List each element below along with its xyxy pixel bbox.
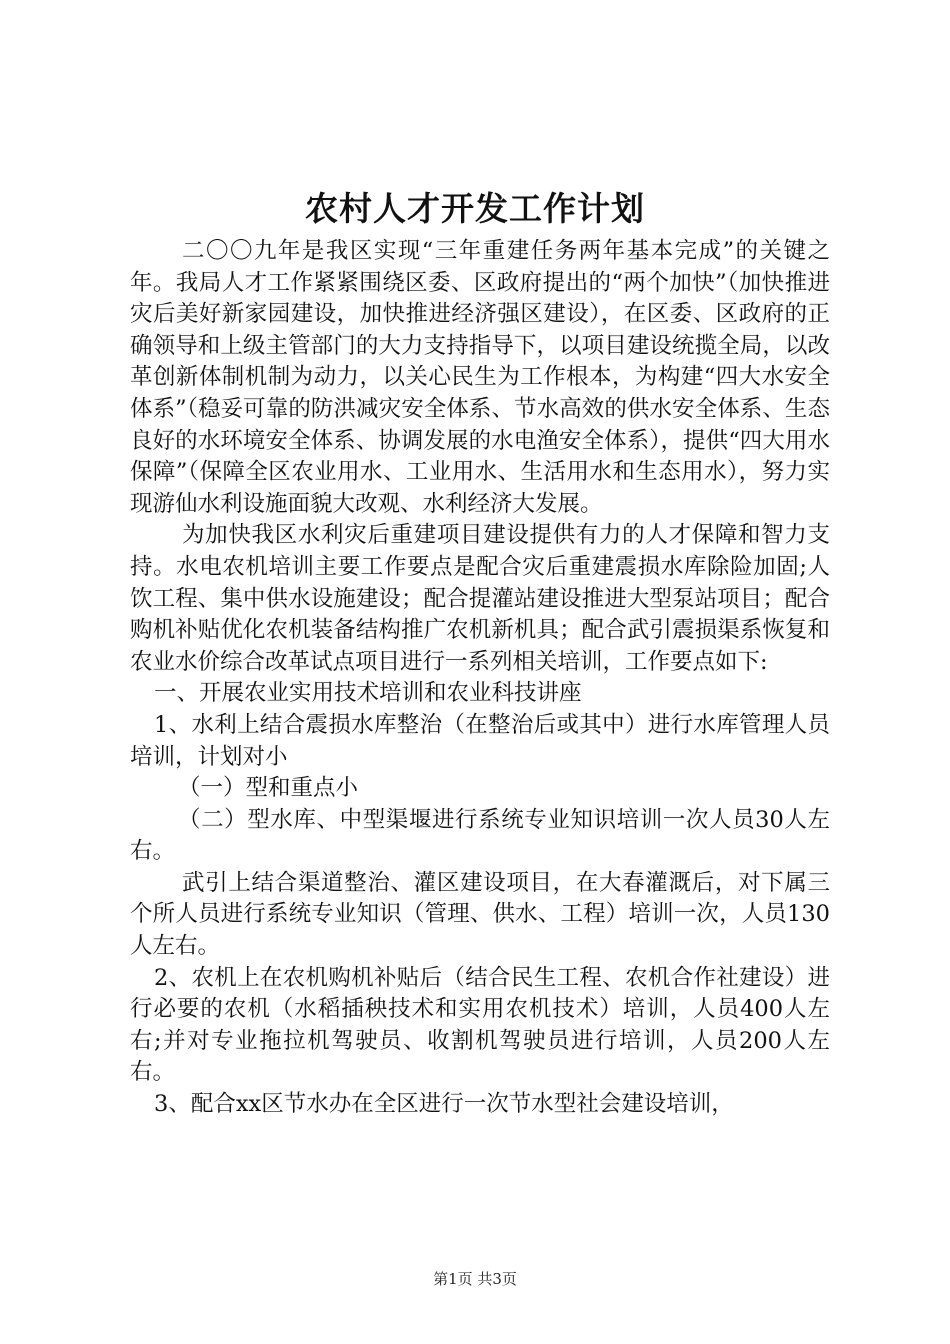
document-title: 农村人才开发工作计划 <box>305 189 645 228</box>
paragraph: 武引上结合渠道整治、灌区建设项目，在大春灌溉后，对下属三个所人员进行系统专业知识（管理、供水、工程）培训一次，人员130人左右。 <box>130 869 830 960</box>
list-item: 3、配合xx区节水办在全区进行一次节水型社会建设培训， <box>154 1091 734 1118</box>
paragraph-purpose: 为加快我区水利灾后重建项目建设提供有力的人才保障和智力支持。水电农机培训主要工作要点是配合灾后重建震损水库除险加固;人饮工程、集中供水设施建设；配合提灌站建设推进大型泵站项目；配合购机补贴优化农机装备结构推广农机新机具；配合武引震损渠系恢复和农业水价综合改革试点项目进行一系列相关培训，工作要点如下: <box>130 522 830 675</box>
page-number: 第1页 共3页 <box>433 1270 517 1288</box>
list-item: 2、农机上在农机购机补贴后（结合民生工程、农机合作社建设）进行必要的农机（水稻插秧技术和实用农机技术）培训，人员400人左右;并对专业拖拉机驾驶员、收割机驾驶员进行培训，人员200人左右。 <box>130 964 830 1086</box>
document-body <box>130 236 830 1121</box>
section-heading: 一、开展农业实用技术培训和农业科技讲座 <box>154 680 582 707</box>
list-item: 1、水利上结合震损水库整治（在整治后或其中）进行水库管理人员培训，计划对小 <box>130 711 830 770</box>
sub-item: （一）型和重点小 <box>178 775 359 802</box>
paragraph-intro: 二〇〇九年是我区实现“三年重建任务两年基本完成”的关键之年。我局人才工作紧紧围绕区委、区政府提出的“两个加快”（加快推进灾后美好新家园建设，加快推进经济强区建设），在区委、区政府的正确领导和上级主管部门的大力支持指导下，以项目建设统揽全局，以改革创新体制机制为动力，以关心民生为工作根本，为构建“四大水安全体系”（稳妥可靠的防洪减灾安全体系、节水高效的供水安全体系、生态良好的水环境安全体系、协调发展的水电渔安全体系），提供“四大用水保障”（保障全区农业用水、工业用水、生活用水和生态用水），努力实现游仙水利设施面貌大改观、水利经济大发展。 <box>130 238 830 517</box>
sub-item: （二）型水库、中型渠堰进行系统专业知识培训一次人员30人左右。 <box>130 806 830 865</box>
